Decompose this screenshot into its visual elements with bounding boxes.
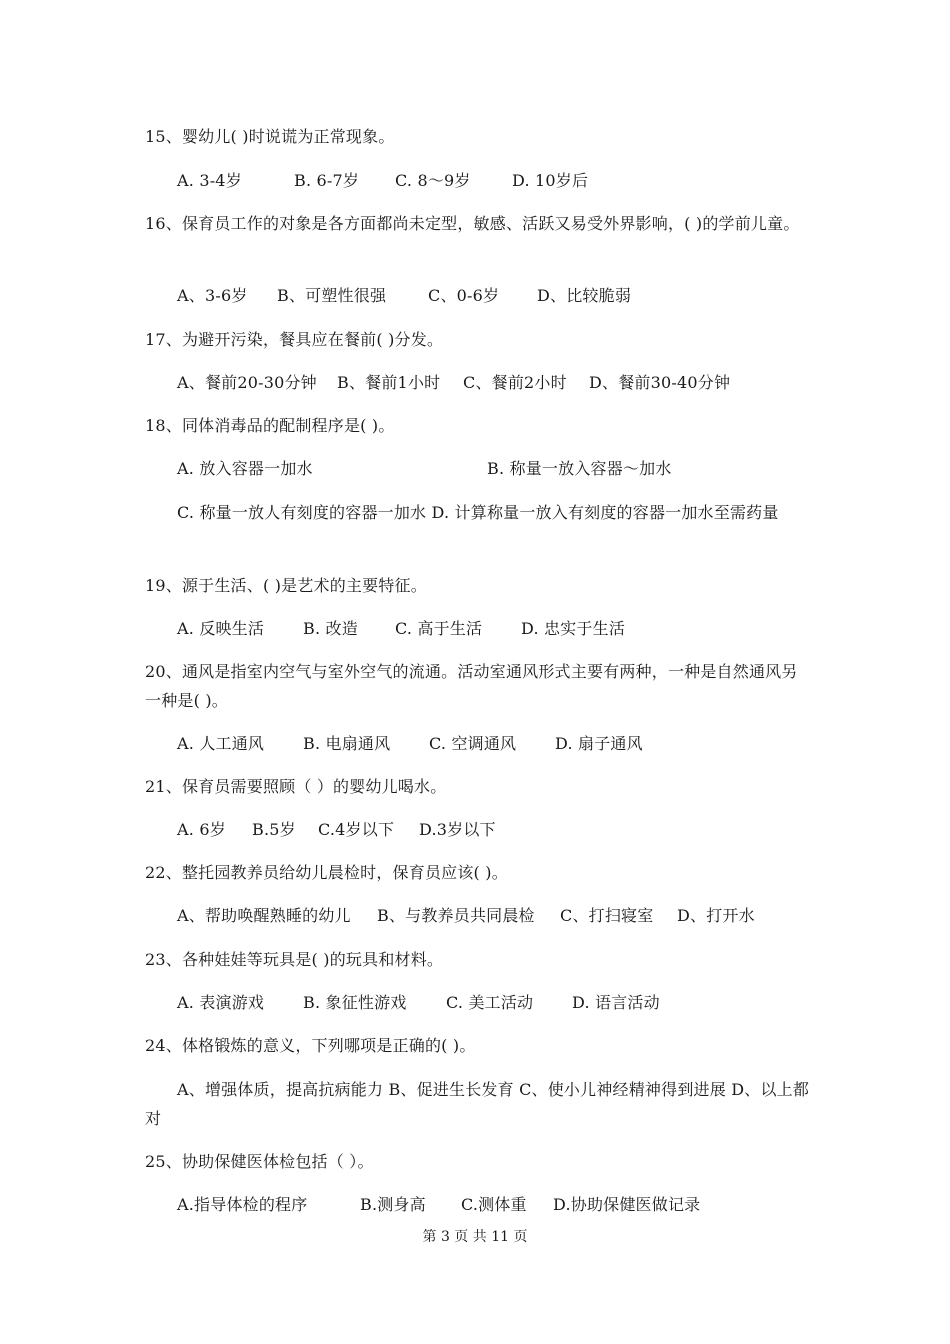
option-b: B. 电扇通风 (303, 734, 391, 753)
question-22: 22、整托园教养员给幼儿晨检时，保育员应该( )。 (145, 863, 508, 882)
option-a: A. 6岁 (177, 820, 226, 839)
question-15: 15、婴幼儿( )时说谎为正常现象。 (145, 127, 395, 146)
option-b: B. 象征性游戏 (303, 993, 407, 1012)
option-c: C. 高于生活 (395, 619, 483, 638)
options-23 (177, 988, 810, 1017)
page-footer: 第 3 页 共 11 页 (422, 1229, 528, 1245)
question-18: 18、同体消毒品的配制程序是( )。 (145, 416, 395, 435)
question-21: 21、保育员需要照顾（ ）的婴幼儿喝水。 (145, 777, 447, 796)
options-15 (177, 166, 810, 195)
option-c: C、0-6岁 (428, 286, 500, 305)
option-a: A. 放入容器一加水 (177, 459, 313, 478)
option-a: A、3-6岁 (177, 286, 248, 305)
question-17: 17、为避开污染，餐具应在餐前( )分发。 (145, 330, 444, 349)
option-a: A. 表演游戏 (177, 993, 265, 1012)
option-a: A. 反映生活 (177, 619, 265, 638)
option-d: D. 扇子通风 (555, 734, 643, 753)
option-b: B. 称量一放入容器～加水 (487, 459, 672, 478)
option-c: C.测体重 (461, 1195, 527, 1214)
option-c: C、打扫寝室 (560, 906, 654, 925)
options-25 (177, 1190, 810, 1219)
options-18 (177, 454, 810, 483)
options-16 (177, 281, 810, 310)
option-b: B、餐前1小时 (337, 373, 441, 392)
option-d: D.3岁以下 (419, 820, 496, 839)
option-b: B. 6-7岁 (294, 171, 360, 190)
option-d: D. 语言活动 (572, 993, 660, 1012)
option-d: D、餐前30-40分钟 (589, 373, 731, 392)
option-d: D、比较脆弱 (537, 286, 632, 305)
option-b: B、可塑性很强 (277, 286, 387, 305)
option-b: B.5岁 (252, 820, 296, 839)
option-a: A、帮助唤醒熟睡的幼儿 (177, 906, 351, 925)
options-22 (177, 901, 810, 930)
option-c: C、餐前2小时 (463, 373, 567, 392)
options-17 (177, 368, 810, 397)
option-a: A、餐前20-30分钟 (177, 373, 317, 392)
option-c: C. 8～9岁 (395, 171, 471, 190)
options-18-cd: C. 称量一放人有刻度的容器一加水 D. 计算称量一放入有刻度的容器一加水至需药量 (177, 503, 779, 522)
question-23: 23、各种娃娃等玩具是( )的玩具和材料。 (145, 950, 444, 969)
option-a: A.指导体检的程序 (177, 1195, 308, 1214)
options-24: A、增强体质，提高抗病能力 B、促进生长发育 C、使小儿神经精神得到进展 D、以上都对 (145, 1080, 810, 1128)
question-20: 20、通风是指室内空气与室外空气的流通。活动室通风形式主要有两种，一种是自然通风另一种是( )。 (145, 662, 798, 710)
question-24: 24、体格锻炼的意义，下列哪项是正确的( )。 (145, 1036, 476, 1055)
option-b: B、与教养员共同晨检 (377, 906, 535, 925)
option-c: C.4岁以下 (318, 820, 395, 839)
options-20 (177, 729, 810, 758)
question-25: 25、协助保健医体检包括（ ）。 (145, 1152, 374, 1171)
options-19 (177, 614, 810, 643)
option-a: A. 人工通风 (177, 734, 265, 753)
question-16: 16、保育员工作的对象是各方面都尚未定型，敏感、活跃又易受外界影响，( )的学前儿童。 (145, 214, 800, 233)
option-c: C. 空调通风 (429, 734, 517, 753)
option-d: D. 10岁后 (512, 171, 589, 190)
option-a: A. 3-4岁 (177, 171, 242, 190)
option-d: D.协助保健医做记录 (553, 1195, 701, 1214)
option-d: D、打开水 (677, 906, 755, 925)
question-19: 19、源于生活、( )是艺术的主要特征。 (145, 576, 427, 595)
option-d: D. 忠实于生活 (521, 619, 626, 638)
option-c: C. 美工活动 (446, 993, 534, 1012)
options-21 (177, 815, 810, 844)
option-b: B.测身高 (360, 1195, 426, 1214)
option-b: B. 改造 (303, 619, 358, 638)
